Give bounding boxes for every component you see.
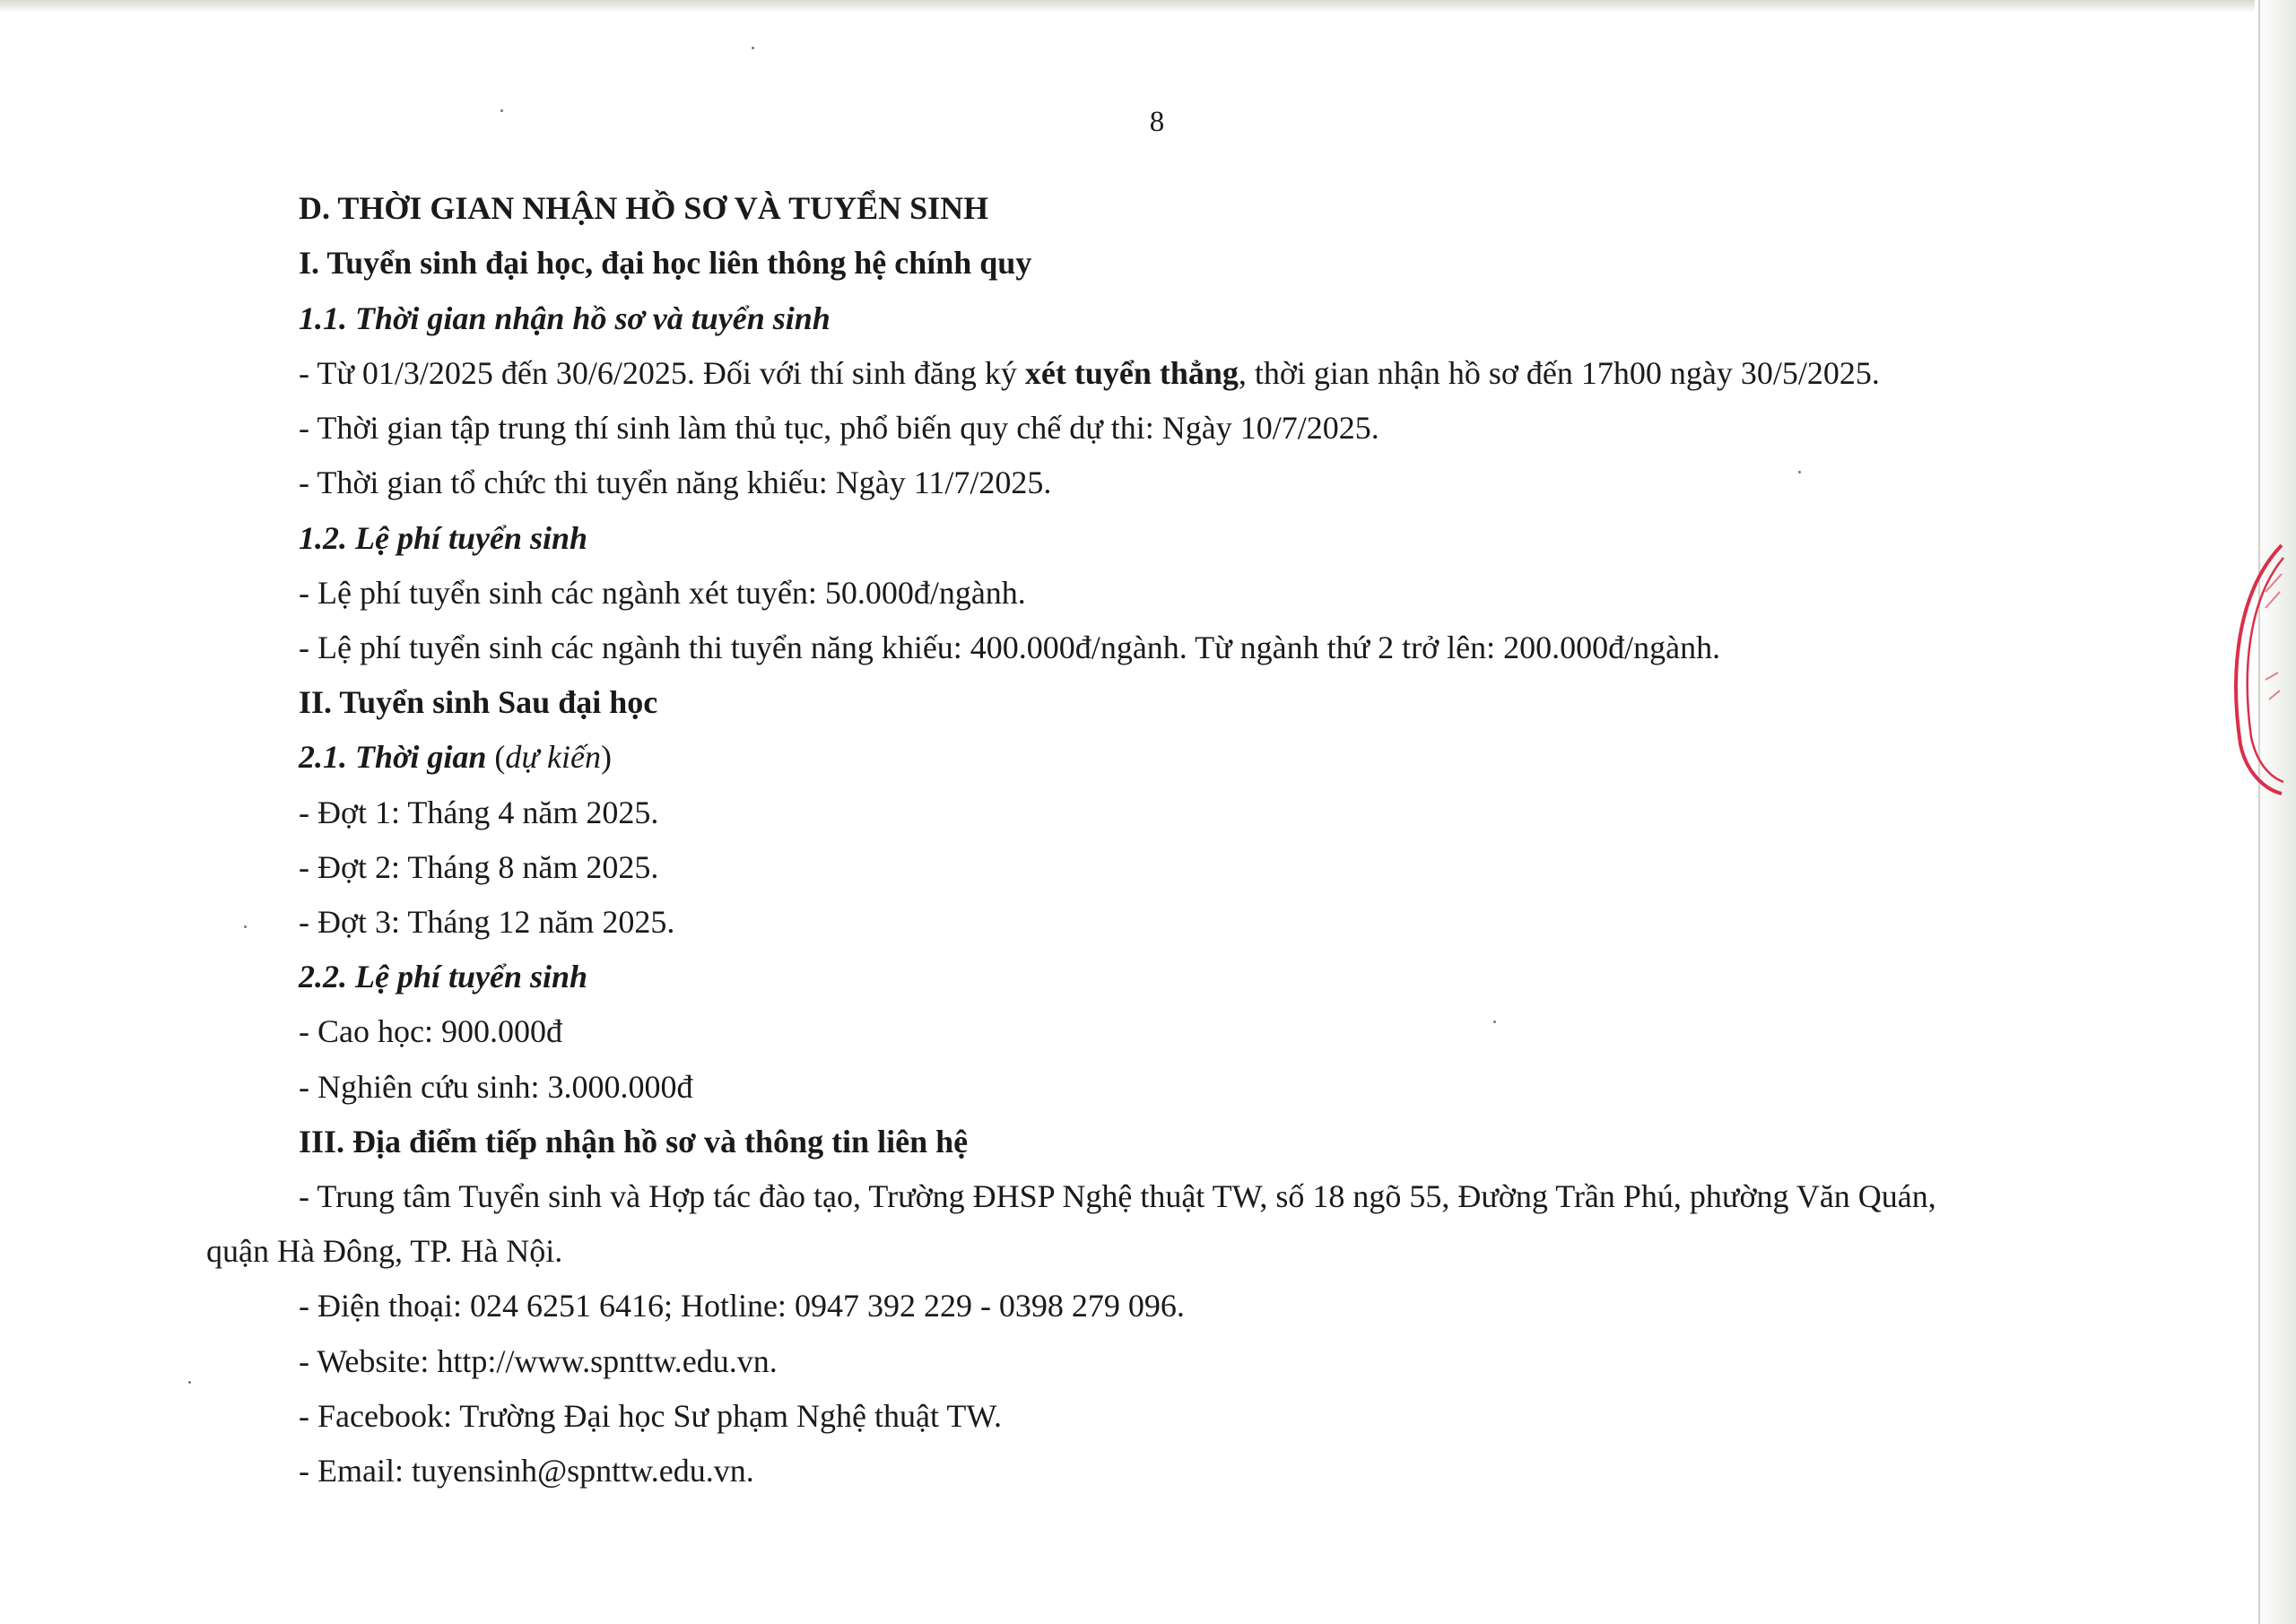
scan-edge-line <box>2258 0 2260 1624</box>
part1-sub1-line2: - Thời gian tập trung thí sinh làm thủ tục, phổ biến quy chế dự thi: Ngày 10/7/2025. <box>299 410 1379 446</box>
part1-sub2-line1: - Lệ phí tuyển sinh các ngành xét tuyển: 50.000đ/ngành. <box>299 575 1026 611</box>
scan-speck <box>500 109 503 112</box>
address-line-1: - Trung tâm Tuyển sinh và Hợp tác đào tạo, Trường ĐHSP Nghệ thuật TW, số 18 ngõ 55, Đường Trần Phú, phường Văn Quán, <box>299 1178 1936 1214</box>
part1-sub1-line3: - Thời gian tổ chức thi tuyển năng khiếu: Ngày 11/7/2025. <box>299 465 1052 500</box>
page-number: 8 <box>1149 106 1165 138</box>
phone-line: - Điện thoại: 024 6251 6416; Hotline: 0947 392 229 - 0398 279 096. <box>299 1288 1185 1324</box>
paren-close: ) <box>600 739 612 775</box>
fee-phd: - Nghiên cứu sinh: 3.000.000đ <box>299 1069 693 1105</box>
scan-speck <box>752 47 754 49</box>
scan-right-edge <box>2255 0 2296 1624</box>
paren-open: ( <box>486 739 506 775</box>
part2-sub1-title-bold: 2.1. Thời gian <box>299 739 487 775</box>
part2-sub1-title <box>299 737 612 777</box>
website-line: - Website: http://www.spnttw.edu.vn. <box>299 1343 778 1379</box>
facebook-line: - Facebook: Trường Đại học Sư phạm Nghệ thuật TW. <box>299 1398 1003 1434</box>
section-d-title: D. THỜI GIAN NHẬN HỒ SƠ VÀ TUYỂN SINH <box>299 190 989 226</box>
part1-sub1-line1-b: , thời gian nhận hồ sơ đến 17h00 ngày 30/5/2025. <box>1238 355 1880 391</box>
scan-speck <box>1493 1020 1496 1023</box>
scan-speck <box>1798 471 1801 473</box>
part2-sub2-title: 2.2. Lệ phí tuyển sinh <box>299 959 588 994</box>
part1-sub1-line1-a: - Từ 01/3/2025 đến 30/6/2025. Đối với thí sinh đăng ký <box>299 355 1025 391</box>
fee-masters: - Cao học: 900.000đ <box>299 1013 562 1049</box>
scan-speck <box>244 925 247 928</box>
email-line: - Email: tuyensinh@spnttw.edu.vn. <box>299 1453 754 1489</box>
expected-label: dự kiến <box>505 739 601 775</box>
address-line-2: quận Hà Đông, TP. Hà Nội. <box>206 1233 563 1269</box>
part1-sub2-line2: - Lệ phí tuyển sinh các ngành thi tuyển năng khiếu: 400.000đ/ngành. Từ ngành thứ 2 trở lên: 200.000đ/ngành. <box>299 630 1721 665</box>
scan-top-edge <box>0 0 2296 13</box>
direct-admission-emphasis: xét tuyển thẳng <box>1024 355 1239 391</box>
red-stamp-seal-icon <box>2228 538 2285 798</box>
part2-title: II. Tuyển sinh Sau đại học <box>299 684 658 720</box>
part1-sub1-line1 <box>299 353 1880 393</box>
part3-title: III. Địa điểm tiếp nhận hồ sơ và thông tin liên hệ <box>299 1124 969 1159</box>
scan-speck <box>188 1381 191 1384</box>
round-3: - Đợt 3: Tháng 12 năm 2025. <box>299 904 675 940</box>
part1-sub1-title: 1.1. Thời gian nhận hồ sơ và tuyển sinh <box>299 300 831 336</box>
part1-title: I. Tuyển sinh đại học, đại học liên thông hệ chính quy <box>299 245 1032 281</box>
round-1: - Đợt 1: Tháng 4 năm 2025. <box>299 795 659 830</box>
part1-sub2-title: 1.2. Lệ phí tuyển sinh <box>299 520 588 556</box>
round-2: - Đợt 2: Tháng 8 năm 2025. <box>299 849 659 885</box>
